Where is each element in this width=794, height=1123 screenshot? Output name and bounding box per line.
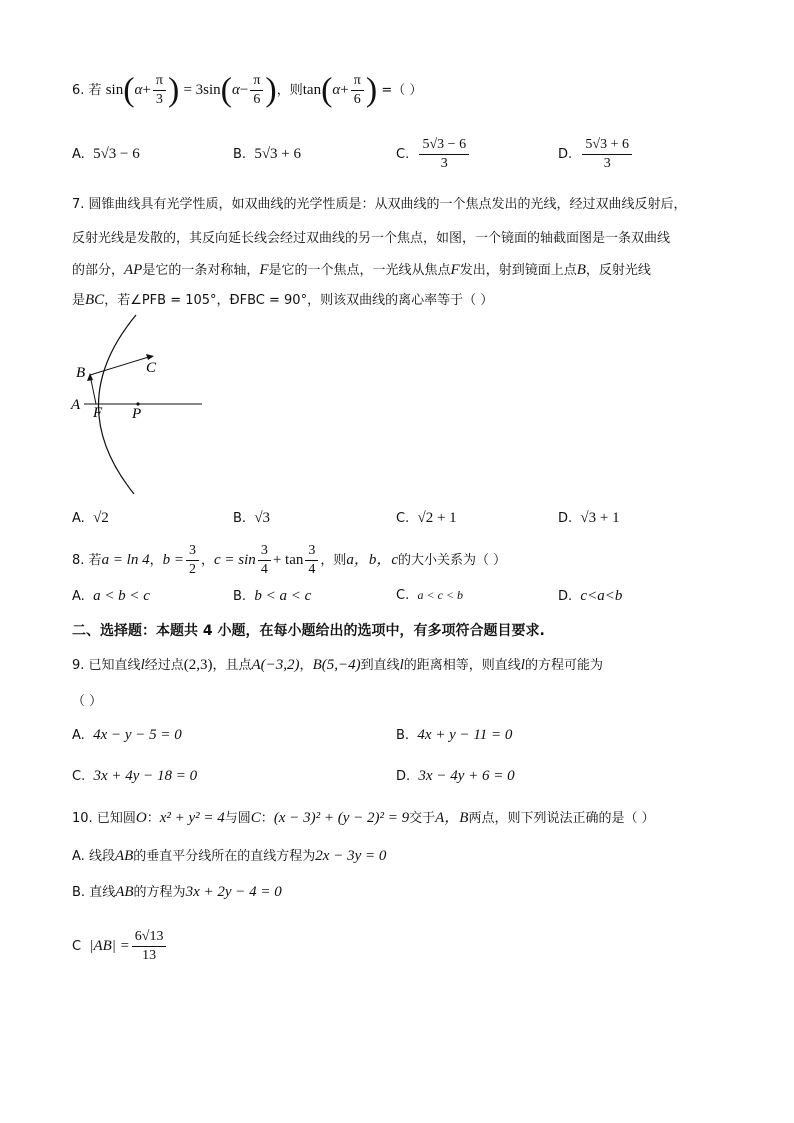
q6-alpha2: α bbox=[232, 82, 240, 98]
q6-then: ，则 bbox=[276, 83, 303, 98]
q6-minus: − bbox=[239, 82, 249, 98]
q6-alpha1: α bbox=[134, 82, 143, 98]
q6-option-c: C. $\frac{5√3 - 6}{3}$ bbox=[396, 136, 471, 173]
q9-option-a: A. 4x − y − 5 = 0 bbox=[72, 727, 182, 743]
q6-frac1: $\frac{\pi}{3}$ bbox=[153, 72, 166, 109]
q6-plus1: + bbox=[142, 82, 151, 98]
q6-alpha3: α bbox=[332, 82, 341, 98]
q8-option-d: D. c<a<b bbox=[558, 588, 623, 604]
q9-blank: （ ） bbox=[72, 694, 103, 709]
question-6: 6. 若 sin(α+ $\frac{\pi}{3}$ ) = 3sin(α− $\frac{\pi}{6}$ )，则tan(α+ $\frac{\pi}{6}$ ) =（ ） bbox=[72, 71, 423, 109]
q10-option-b: B. 直线AB的方程为3x + 2y − 4 = 0 bbox=[72, 884, 282, 900]
q6-blank: =（ ） bbox=[381, 83, 423, 98]
q6-sin2: sin bbox=[203, 82, 221, 98]
question-9: 9. 已知直线l经过点(2,3)，且点A(−3,2)，B(5,−4)到直线l的距离相等，则直线l的方程可能为 bbox=[72, 657, 603, 673]
q6-frac2: $\frac{\pi}{6}$ bbox=[250, 72, 263, 109]
q7-line4: 是BC，若∠PFB = 105°，ĐFBC = 90°，则该双曲线的离心率等于（ ） bbox=[72, 292, 494, 308]
q8-option-b: B. b < a < c bbox=[233, 588, 312, 604]
q6-option-a: A. 5√3 − 6 bbox=[72, 146, 140, 162]
q6-option-d: D. $\frac{5√3 + 6}{3}$ bbox=[558, 136, 634, 173]
q10-option-a: A. 线段AB的垂直平分线所在的直线方程为2x − 3y = 0 bbox=[72, 848, 387, 864]
q9-option-b: B. 4x + y − 11 = 0 bbox=[396, 727, 513, 743]
q6-if: 若 bbox=[88, 83, 102, 98]
q6-option-b: B. 5√3 + 6 bbox=[233, 146, 302, 162]
q7-option-c: C. √2 + 1 bbox=[396, 510, 457, 526]
q10-option-c: C |AB| = $\frac{6√13}{13}$ bbox=[72, 928, 168, 965]
q6-frac3: $\frac{\pi}{6}$ bbox=[351, 72, 364, 109]
q6-eq3: = 3 bbox=[183, 82, 204, 98]
q7-line2: 反射光线是发散的，其反向延长线会经过双曲线的另一个焦点，如图，一个镜面的轴截面图是一条双曲线 bbox=[72, 231, 671, 246]
label-P: P bbox=[132, 406, 142, 422]
q8-option-c: C. a < c < b bbox=[396, 588, 464, 603]
q6-tan: tan bbox=[302, 82, 322, 98]
hyperbola-mirror-figure bbox=[70, 312, 210, 497]
q8-option-a: A. a < b < c bbox=[72, 588, 150, 604]
section-2-heading: 二、选择题：本题共 4 小题，在每小题给出的选项中，有多项符合题目要求. bbox=[72, 623, 545, 639]
q7-option-a: A. √2 bbox=[72, 510, 109, 526]
label-F: F bbox=[93, 405, 103, 421]
q9-option-d: D. 3x − 4y + 6 = 0 bbox=[396, 768, 515, 784]
q7-line1: 7. 圆锥曲线具有光学性质，如双曲线的光学性质是：从双曲线的一个焦点发出的光线，经过双曲线反射后， bbox=[72, 197, 687, 212]
q6-number: 6. bbox=[72, 83, 85, 98]
q7-option-d: D. √3 + 1 bbox=[558, 510, 620, 526]
label-B: B bbox=[76, 365, 86, 381]
label-A: A bbox=[71, 397, 81, 413]
question-10: 10. 已知圆O：x² + y² = 4与圆C：(x − 3)² + (y − 2)² = 9交于A，B两点，则下列说法正确的是（ ） bbox=[72, 810, 655, 826]
q7-line3: 的部分，AP是它的一条对称轴，F是它的一个焦点，一光线从焦点F发出，射到镜面上点B，反射光线 bbox=[72, 262, 651, 278]
label-C: C bbox=[146, 360, 157, 376]
q7-option-b: B. √3 bbox=[233, 510, 271, 526]
q6-plus2: + bbox=[340, 82, 349, 98]
q9-option-c: C. 3x + 4y − 18 = 0 bbox=[72, 768, 198, 784]
question-8: 8. 若a = ln 4，b = $\frac{3}{2}$ ，c = sin $\frac{3}{4}$ + tan $\frac{3}{4}$ ，则a，b，c的大小关系为（ ） bbox=[72, 543, 507, 577]
q6-sin1: sin bbox=[105, 82, 124, 98]
